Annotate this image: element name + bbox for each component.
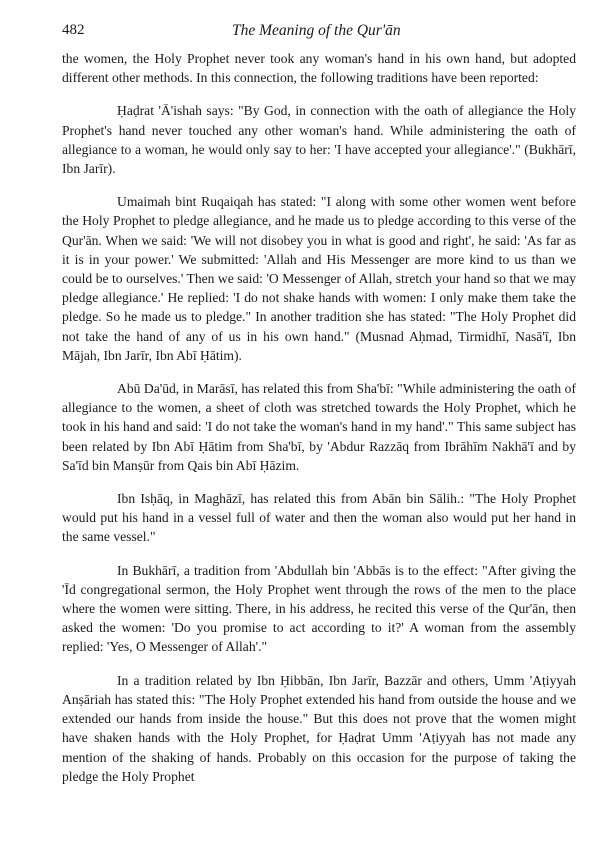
paragraph-umaimah-tradition: Umaimah bint Ruqaiqah has stated: "I along with some other women went before the Holy Prophet to pledge allegiance, and he made us to pledge according to this verse of the Qur'ān. When we said: 'We will not disobey you in what is good and right', he said: 'As far as it is in your power.' We submitted: 'Allah and His Messenger are more kind to us than we could be to ourselves.' Then we said: 'O Messenger of Allah, stretch your hand so that we may pledge allegiance.' He replied: 'I do not shake hands with women: I only make them take the pledge. So he made us to pledge." In another tradition she has stated: "The Holy Prophet did not take the hand of any of us in his own hand." (Musnad Aḥmad, Tirmidhī, Nasā'ī, Ibn Mājah, Ibn Jarīr, Ibn Abī Ḥātim). bbox=[62, 194, 576, 363]
running-title: The Meaning of the Qur'ān bbox=[232, 22, 401, 39]
paragraph-continuation: the women, the Holy Prophet never took any woman's hand in his own hand, but adopted different other methods. In this connection, the following traditions have been reported: bbox=[62, 51, 576, 86]
paragraph-umm-atiyyah-tradition: In a tradition related by Ibn Ḥibbān, Ibn Jarīr, Bazzār and others, Umm 'Aṭiyyah Anṣāriah has stated this: "The Holy Prophet extended his hand from outside the house and we extended our hands from inside the house." But this does not prove that the women might have shaken hands with the Holy Prophet, for Ḥaḍrat Umm 'Aṭiyyah has not made any mention of the shaking of hands. Probably on this occasion for the purpose of taking the pledge the Holy Prophet bbox=[62, 672, 576, 784]
page-number: 482 bbox=[62, 22, 85, 38]
paragraph-bukhari-tradition: In Bukhārī, a tradition from 'Abdullah bin 'Abbās is to the effect: "After giving the 'Īd congregational sermon, the Holy Prophet went through the rows of the men to the place where the women were sitting. There, in his address, he recited this verse of the Qur'ān, then asked the women: 'Do you promise to act according to it?' A woman from the assembly replied: 'Yes, O Messenger of Allah'." bbox=[62, 562, 576, 655]
paragraph-abu-daud-tradition: Abū Da'ūd, in Marāsī, has related this from Sha'bī: "While administering the oath of allegiance to the women, a sheet of cloth was stretched towards the Holy Prophet, which he took in his hand and said: 'I do not take the woman's hand in my hand'." This same subject has been related by Ibn Abī Ḥātim from Sha'bī, by 'Abdur Razzāq from Ibrāhīm Nakhā'ī and by Sa'īd bin Manṣūr from Qais bin Abī Ḥāzim. bbox=[62, 381, 576, 473]
page-header bbox=[62, 22, 544, 44]
page-body bbox=[62, 49, 576, 800]
paragraph-ibn-ishaq-tradition: Ibn Isḥāq, in Maghāzī, has related this from Abān bin Sālih.: "The Holy Prophet would put his hand in a vessel full of water and then the woman also would put her hand in the same vessel." bbox=[62, 491, 576, 545]
paragraph-aishah-tradition: Ḥaḍrat 'Ā'ishah says: "By God, in connection with the oath of allegiance the Holy Prophet's hand never touched any other woman's hand. While administering the oath of allegiance to a woman, he would only say to her: 'I have accepted your allegiance'." (Bukhārī, Ibn Jarīr). bbox=[62, 103, 576, 177]
